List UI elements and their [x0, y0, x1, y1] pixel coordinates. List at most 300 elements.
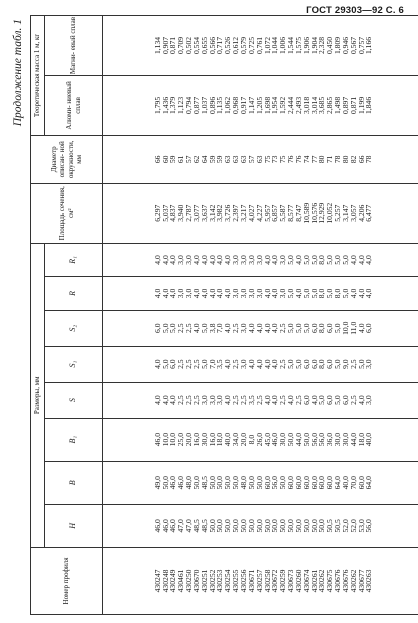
- table-cell: 430259: [278, 569, 288, 593]
- cell-mass-al: [103, 75, 418, 135]
- table-cell: 73: [270, 155, 280, 164]
- table-cell: 50,0: [246, 519, 256, 533]
- table-cell: 50,0: [215, 519, 225, 533]
- table-cell: 1,123: [176, 96, 186, 114]
- table-cell: 4,0: [168, 288, 178, 299]
- table-cell: 77: [309, 155, 319, 164]
- table-cell: 4,0: [356, 323, 366, 333]
- table-cell: 18,0: [215, 432, 225, 447]
- table-cell: 6,0: [325, 395, 335, 405]
- table-cell: 0,655: [199, 36, 209, 55]
- table-cell: 4,0: [309, 395, 319, 405]
- table-cell: 6,0: [168, 359, 178, 369]
- table-cell: 5,0: [293, 359, 303, 369]
- table-cell: 46,0: [152, 432, 162, 447]
- table-cell: 0,968: [231, 96, 241, 114]
- table-cell: 430249: [168, 569, 178, 593]
- table-cell: 40,0: [223, 432, 233, 447]
- table-cell: 4,0: [223, 359, 233, 369]
- table-cell: 47,0: [176, 519, 186, 533]
- table-cell: 5,037: [160, 204, 170, 222]
- table-cell: 430671: [246, 569, 256, 593]
- table-cell: 5,0: [356, 359, 366, 369]
- table-cell: 8,747: [293, 204, 303, 222]
- table-cell: 430673: [286, 569, 296, 593]
- table-cell: 3,685: [317, 96, 327, 114]
- profile-table: [30, 15, 418, 615]
- table-cell: 5,0: [293, 323, 303, 333]
- table-cell: 4,0: [215, 288, 225, 299]
- table-cell: 430261: [309, 569, 319, 593]
- table-cell: 48,0: [238, 476, 248, 490]
- table-cell: 3,0: [231, 288, 241, 299]
- table-cell: 430675: [325, 569, 335, 593]
- table-cell: 16,0: [191, 432, 201, 447]
- table-cell: 1,592: [278, 96, 288, 114]
- table-cell: 4,0: [356, 395, 366, 405]
- table-cell: 3,0: [364, 395, 374, 405]
- table-cell: 2,5: [293, 395, 303, 405]
- table-cell: 64,0: [333, 476, 343, 490]
- table-cell: 5,0: [333, 395, 343, 405]
- table-cell: 1,544: [286, 36, 296, 55]
- table-cell: 1,954: [270, 96, 280, 114]
- table-cell: 30,0: [278, 432, 288, 447]
- table-cell: 7,0: [215, 323, 225, 333]
- table-cell: 4,0: [160, 288, 170, 299]
- table-cell: 3,0: [231, 255, 241, 265]
- header-s1: S₁: [45, 346, 103, 382]
- table-cell: 2,5: [191, 395, 201, 405]
- table-cell: 46,0: [168, 519, 178, 533]
- table-cell: 4,227: [254, 204, 264, 222]
- table-cell: 56,0: [309, 432, 319, 447]
- table-cell: 30,0: [333, 432, 343, 447]
- table-cell: 45,0: [262, 432, 272, 447]
- table-cell: 3,077: [191, 204, 201, 222]
- table-cell: 78: [364, 155, 374, 164]
- table-cell: 3,5: [246, 395, 256, 405]
- table-cell: 44,0: [293, 432, 303, 447]
- table-cell: 10,589: [301, 202, 311, 224]
- table-cell: 0,612: [231, 36, 241, 55]
- table-cell: 5,0: [309, 288, 319, 299]
- table-cell: 8,0: [317, 255, 327, 265]
- table-cell: 5,587: [278, 204, 288, 222]
- table-cell: 4,0: [270, 255, 280, 265]
- table-cell: 11,0: [348, 321, 358, 335]
- table-cell: 1,698: [262, 96, 272, 114]
- header-mass-mg: Магни- евый сплав: [45, 16, 103, 76]
- table-cell: 4,0: [191, 288, 201, 299]
- table-cell: 430256: [238, 569, 248, 593]
- table-cell: 5,257: [333, 204, 343, 222]
- table-cell: 2,493: [293, 96, 303, 114]
- table-cell: 50,0: [191, 476, 201, 490]
- table-cell: 2,5: [184, 359, 194, 369]
- table-cell: 0,761: [254, 36, 264, 55]
- table-cell: 4,0: [152, 255, 162, 265]
- table-cell: 50,0: [223, 476, 233, 490]
- cell-b: [103, 461, 418, 504]
- table-cell: 4,0: [270, 288, 280, 299]
- column-s1: [154, 347, 374, 382]
- table-cell: 430461: [176, 569, 186, 593]
- table-cell: 3,0: [238, 359, 248, 369]
- table-cell: 1,795: [152, 96, 162, 114]
- table-cell: 26,0: [254, 432, 264, 447]
- table-cell: 1,166: [364, 36, 374, 55]
- table-cell: 60,0: [309, 476, 319, 490]
- table-cell: 5,0: [286, 288, 296, 299]
- table-cell: 5,0: [301, 288, 311, 299]
- table-cell: 8,0: [333, 288, 343, 299]
- table-cell: 48,5: [199, 519, 209, 533]
- table-cell: 3,0: [199, 395, 209, 405]
- table-cell: 0,567: [348, 36, 358, 55]
- table-cell: 2,397: [231, 204, 241, 222]
- table-cell: 50,5: [325, 519, 335, 533]
- table-cell: 20,0: [184, 432, 194, 447]
- table-cell: 0,871: [348, 96, 358, 114]
- table-cell: 6,0: [325, 359, 335, 369]
- cell-area: [103, 183, 418, 243]
- column-h: [154, 505, 374, 547]
- table-cell: 430670: [191, 569, 201, 593]
- table-cell: 3,0: [254, 288, 264, 299]
- table-cell: 63: [223, 155, 233, 164]
- table-cell: 1,134: [152, 36, 162, 55]
- table-cell: 5,0: [160, 323, 170, 333]
- table-cell: 0,579: [238, 36, 248, 55]
- table-cell: 4,0: [223, 395, 233, 405]
- table-cell: 10,0: [168, 432, 178, 447]
- table-cell: 3,0: [238, 323, 248, 333]
- table-cell: 4,0: [293, 288, 303, 299]
- column-r: [154, 277, 374, 310]
- table-cell: 3,147: [340, 204, 350, 222]
- table-cell: 3,0: [246, 288, 256, 299]
- table-cell: 80: [317, 155, 327, 164]
- table-cell: 5,0: [333, 323, 343, 333]
- table-cell: 60,0: [262, 476, 272, 490]
- table-cell: 4,027: [246, 204, 256, 222]
- table-cell: 48,5: [199, 476, 209, 490]
- table-cell: 2,5: [184, 395, 194, 405]
- table-cell: 60,0: [317, 476, 327, 490]
- table-cell: 430255: [231, 569, 241, 593]
- table-cell: 50,0: [293, 519, 303, 533]
- header-s: S: [45, 382, 103, 418]
- table-cell: 4,206: [356, 204, 366, 222]
- header-mass: Теоретическая масса 1 м, кг: [31, 16, 45, 136]
- table-cell: 5,0: [160, 359, 170, 369]
- table-cell: 76: [286, 155, 296, 164]
- table-cell: 50,0: [231, 519, 241, 533]
- table-cell: 64: [199, 155, 209, 164]
- table-cell: 5,0: [301, 323, 311, 333]
- table-cell: 4,0: [262, 395, 272, 405]
- table-cell: 40,0: [364, 432, 374, 447]
- table-cell: 2,5: [278, 323, 288, 333]
- table-cell: 5,957: [262, 204, 272, 222]
- table-cell: 1,809: [333, 36, 343, 55]
- table-cell: 2,5: [278, 395, 288, 405]
- table-cell: 1,062: [223, 96, 233, 114]
- table-cell: 430677: [356, 569, 366, 593]
- table-cell: 4,0: [168, 395, 178, 405]
- table-cell: 56,0: [270, 476, 280, 490]
- table-cell: 46,0: [160, 519, 170, 533]
- table-cell: 46,0: [152, 519, 162, 533]
- table-cell: 56,0: [317, 432, 327, 447]
- table-cell: 66: [356, 155, 366, 164]
- table-cell: 76: [293, 155, 303, 164]
- header-h: H: [45, 504, 103, 547]
- table-cell: 430258: [262, 569, 272, 593]
- table-cell: 0,725: [246, 36, 256, 55]
- table-cell: 50,0: [270, 519, 280, 533]
- table-cell: 8,577: [286, 204, 296, 222]
- header-b: B: [45, 461, 103, 504]
- column-r1: [154, 244, 374, 277]
- table-cell: 4,0: [160, 255, 170, 265]
- table-cell: 4,0: [246, 323, 256, 333]
- table-cell: 5,0: [168, 323, 178, 333]
- table-cell: 18,0: [356, 432, 366, 447]
- table-cell: 50,0: [254, 476, 264, 490]
- table-cell: 4,0: [293, 255, 303, 265]
- table-cell: 8,0: [317, 288, 327, 299]
- table-cell: 10,0: [160, 432, 170, 447]
- table-cell: 63: [231, 155, 241, 164]
- table-cell: 50,0: [254, 519, 264, 533]
- column-b1: [154, 419, 374, 461]
- table-cell: 430262: [317, 569, 327, 593]
- table-cell: 4,837: [168, 204, 178, 222]
- table-cell: 430262: [348, 569, 358, 593]
- table-cell: 53,0: [356, 519, 366, 533]
- table-cell: 4,0: [246, 359, 256, 369]
- table-cell: 4,0: [262, 359, 272, 369]
- table-cell: 3,057: [348, 204, 358, 222]
- table-cell: 430257: [254, 569, 264, 593]
- table-cell: 2,5: [176, 323, 186, 333]
- table-cell: 3,0: [184, 255, 194, 265]
- table-cell: 2,5: [231, 359, 241, 369]
- header-area: Площадь сечения, см²: [31, 183, 103, 243]
- table-cell: 50,0: [278, 476, 288, 490]
- table-cell: 430260: [293, 569, 303, 593]
- table-cell: 6,857: [270, 204, 280, 222]
- table-cell: 430263: [364, 569, 374, 593]
- table-cell: 2,5: [191, 359, 201, 369]
- table-cell: 5,0: [333, 255, 343, 265]
- table-cell: 50,0: [215, 476, 225, 490]
- table-cell: 30,0: [199, 432, 209, 447]
- table-cell: 47,0: [184, 519, 194, 533]
- table-cell: 5,0: [317, 395, 327, 405]
- table-cell: 3,0: [364, 359, 374, 369]
- table-cell: 3,0: [207, 395, 217, 405]
- table-cell: 50,0: [286, 432, 296, 447]
- table-cell: 5,0: [286, 323, 296, 333]
- table-cell: 5,0: [286, 359, 296, 369]
- table-cell: 0,502: [184, 36, 194, 55]
- table-cell: 3,0: [184, 288, 194, 299]
- table-cell: 7,0: [207, 359, 217, 369]
- table-cell: 3,0: [215, 395, 225, 405]
- table-cell: 46,0: [168, 476, 178, 490]
- table-cell: 1,147: [246, 96, 256, 114]
- cell-diameter: [103, 135, 418, 183]
- table-cell: 50,0: [160, 476, 170, 490]
- cell-s2: [103, 310, 418, 346]
- table-cell: 1,072: [262, 36, 272, 55]
- table-cell: 52,0: [348, 519, 358, 533]
- table-cell: 2,5: [231, 323, 241, 333]
- table-cell: 6,0: [309, 323, 319, 333]
- table-cell: 50,0: [246, 476, 256, 490]
- table-cell: 59: [215, 155, 225, 164]
- table-cell: 430254: [223, 569, 233, 593]
- table-cell: 0,554: [191, 36, 201, 55]
- table-cell: 4,0: [207, 288, 217, 299]
- table-cell: 4,0: [262, 255, 272, 265]
- table-cell: 50,0: [286, 519, 296, 533]
- table-cell: 430250: [184, 569, 194, 593]
- table-cell: 4,0: [286, 395, 296, 405]
- table-cell: 3,0: [246, 255, 256, 265]
- table-cell: 4,0: [270, 359, 280, 369]
- header-profile: Номер профиля: [31, 547, 103, 614]
- table-cell: 66: [152, 155, 162, 164]
- table-cell: 3,982: [215, 204, 225, 222]
- table-cell: 5,0: [301, 255, 311, 265]
- header-r1: R₁: [45, 243, 103, 277]
- table-cell: 0,877: [191, 96, 201, 114]
- table-cell: 4,0: [262, 323, 272, 333]
- table-cell: 50,0: [207, 476, 217, 490]
- table-cell: 1,846: [364, 96, 374, 114]
- table-cell: 8,0: [246, 434, 256, 445]
- column-mass-al: [154, 76, 374, 135]
- table-cell: 50,0: [223, 519, 233, 533]
- column-mass-mg: [154, 16, 374, 75]
- cell-mass-mg: [103, 16, 418, 76]
- table-cell: 2,5: [184, 323, 194, 333]
- table-cell: 63: [254, 155, 264, 164]
- table-cell: 49,0: [152, 476, 162, 490]
- table-cell: 60,0: [301, 476, 311, 490]
- table-cell: 5,0: [199, 359, 209, 369]
- table-cell: 4,0: [191, 255, 201, 265]
- table-cell: 5,0: [325, 288, 335, 299]
- table-cell: 60,0: [325, 476, 335, 490]
- table-cell: 50,0: [238, 519, 248, 533]
- table-cell: 59: [207, 155, 217, 164]
- table-body-row: [103, 16, 418, 615]
- table-cell: 4,0: [270, 323, 280, 333]
- table-cell: 4,0: [152, 288, 162, 299]
- cell-profile: [103, 547, 418, 614]
- header-r: R: [45, 277, 103, 311]
- table-cell: 4,0: [199, 288, 209, 299]
- table-cell: 2,5: [176, 395, 186, 405]
- table-cell: 2,444: [286, 96, 296, 114]
- table-cell: 2,5: [238, 395, 248, 405]
- table-cell: 3,8: [207, 323, 217, 333]
- table-cell: 10,0: [340, 321, 350, 335]
- table-cell: 2,5: [176, 359, 186, 369]
- table-cell: 430252: [207, 569, 217, 593]
- table-cell: 46,0: [270, 432, 280, 447]
- table-cell: 59: [168, 155, 178, 164]
- table-cell: 0,907: [160, 36, 170, 55]
- table-cell: 1,379: [168, 96, 178, 114]
- table-cell: 4,0: [356, 255, 366, 265]
- table-cell: 430674: [301, 569, 311, 593]
- table-cell: 1,906: [301, 36, 311, 55]
- table-cell: 4,0: [262, 288, 272, 299]
- table-cell: 4,0: [152, 395, 162, 405]
- table-cell: 0,871: [168, 36, 178, 55]
- table-cell: 60,0: [356, 476, 366, 490]
- table-cell: 52,0: [340, 519, 350, 533]
- table-cell: 6,297: [152, 204, 162, 222]
- table-cell: 80: [340, 155, 350, 164]
- table-cell: 5,0: [333, 359, 343, 369]
- table-cell: 60,0: [293, 476, 303, 490]
- table-cell: 12,929: [317, 202, 327, 224]
- table-cell: 430672: [270, 569, 280, 593]
- table-cell: 6,0: [325, 323, 335, 333]
- table-cell: 430248: [160, 569, 170, 593]
- table-cell: 4,0: [152, 359, 162, 369]
- table-cell: 50,0: [278, 519, 288, 533]
- table-cell: 0,709: [176, 36, 186, 55]
- table-cell: 0,946: [340, 36, 350, 55]
- table-cell: 4,0: [270, 395, 280, 405]
- table-cell: 4,0: [348, 255, 358, 265]
- table-cell: 0,450: [325, 36, 335, 55]
- table-cell: 2,5: [254, 395, 264, 405]
- table-cell: 4,0: [254, 323, 264, 333]
- table-cell: 4,0: [199, 255, 209, 265]
- header-mass-al: Алюми- ниевый сплав: [45, 75, 103, 135]
- table-cell: 50,0: [317, 519, 327, 533]
- table-cell: 2,865: [325, 96, 335, 114]
- table-cell: 2,5: [278, 359, 288, 369]
- table-cell: 3,726: [223, 204, 233, 222]
- table-cell: 3,637: [199, 204, 209, 222]
- table-cell: 82: [348, 155, 358, 164]
- table-cell: 4,0: [215, 255, 225, 265]
- table-cell: 74: [301, 155, 311, 164]
- table-cell: 10,052: [325, 202, 335, 224]
- table-cell: 1,044: [270, 36, 280, 55]
- table-cell: 48,0: [184, 476, 194, 490]
- table-cell: 1,037: [199, 96, 209, 114]
- table-cell: 57: [246, 155, 256, 164]
- table-cell: 5,0: [340, 288, 350, 299]
- cell-s: [103, 382, 418, 418]
- table-cell: 6,0: [309, 359, 319, 369]
- table-cell: 0,566: [207, 36, 217, 55]
- table-cell: 75: [278, 155, 288, 164]
- table-cell: 36,0: [325, 432, 335, 447]
- table-cell: 2,5: [231, 395, 241, 405]
